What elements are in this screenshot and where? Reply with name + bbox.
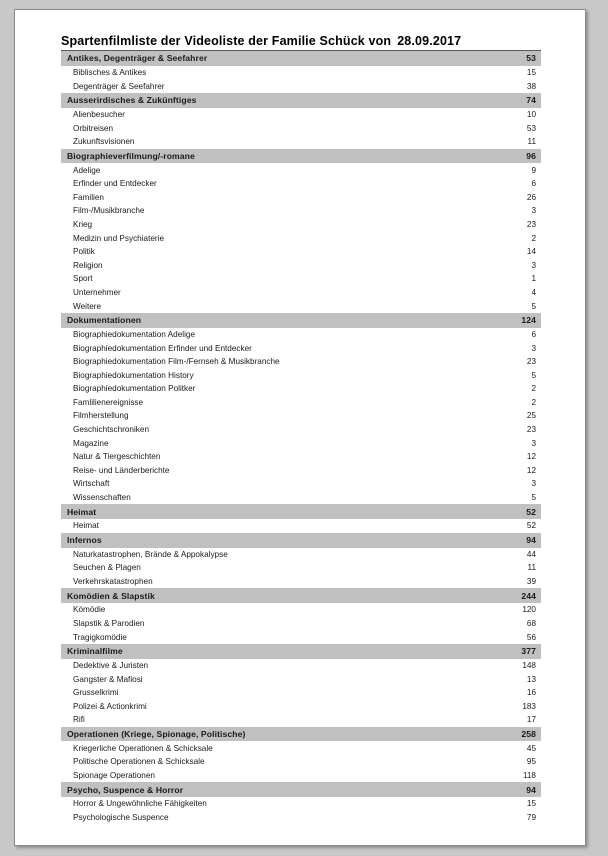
category-name: Naturkatastrophen, Brände & Appokalypse xyxy=(61,548,476,562)
section-header-label: Antikes, Degenträger & Seefahrer xyxy=(67,53,208,64)
category-name: Medizin und Psychiaterie xyxy=(61,231,476,245)
category-name: Biographiedokumentation Politker xyxy=(61,382,476,396)
category-count: 2 xyxy=(476,396,541,410)
section-header-total: 94 xyxy=(526,784,536,795)
table-row xyxy=(61,108,541,122)
category-count: 52 xyxy=(476,519,541,533)
category-count: 183 xyxy=(476,699,541,713)
table-row xyxy=(61,286,541,300)
category-name: Politik xyxy=(61,245,476,259)
section-header-row xyxy=(61,313,541,328)
category-name: Horror & Ungewöhnliche Fähigkeiten xyxy=(61,797,476,811)
section-header-row xyxy=(61,533,541,548)
category-name: Sport xyxy=(61,272,476,286)
table-row xyxy=(61,79,541,93)
table-row xyxy=(61,328,541,342)
category-name: Reise- und Länderberichte xyxy=(61,464,476,478)
table-row xyxy=(61,769,541,783)
category-name: Slapstik & Parodien xyxy=(61,617,476,631)
category-count: 17 xyxy=(476,713,541,727)
category-name: Weitere xyxy=(61,299,476,313)
table-row xyxy=(61,204,541,218)
category-name: Polizei & Actionkrimi xyxy=(61,699,476,713)
category-name: Biographiedokumentation Erfinder und Entdecker xyxy=(61,341,476,355)
table-row xyxy=(61,519,541,533)
category-name: Psychologische Suspence xyxy=(61,811,476,825)
table-row xyxy=(61,436,541,450)
category-name: Adelige xyxy=(61,163,476,177)
category-count: 9 xyxy=(476,163,541,177)
category-count: 1 xyxy=(476,272,541,286)
table-row xyxy=(61,659,541,673)
category-count: 3 xyxy=(476,258,541,272)
table-row xyxy=(61,396,541,410)
section-header-label: Ausserirdisches & Zukünftiges xyxy=(67,95,197,106)
table-row xyxy=(61,299,541,313)
page-title-text: Spartenfilmliste der Videoliste der Familie Schück von xyxy=(61,34,392,48)
category-name: Religion xyxy=(61,258,476,272)
category-name: Wissenschaften xyxy=(61,491,476,505)
category-count: 12 xyxy=(476,464,541,478)
table-row xyxy=(61,66,541,80)
category-count: 38 xyxy=(476,79,541,93)
category-count: 4 xyxy=(476,286,541,300)
table-row xyxy=(61,450,541,464)
category-count: 12 xyxy=(476,450,541,464)
category-count: 6 xyxy=(476,177,541,191)
section-header-label: Heimat xyxy=(67,506,97,517)
section-header-row xyxy=(61,93,541,108)
section-header-row xyxy=(61,727,541,742)
category-name: Rifi xyxy=(61,713,476,727)
table-row xyxy=(61,686,541,700)
category-name: Kömödie xyxy=(61,603,476,617)
category-count: 95 xyxy=(476,755,541,769)
category-count: 11 xyxy=(476,561,541,575)
category-name: Biographiedokumentation Adelige xyxy=(61,328,476,342)
section-header-label: Dokumentationen xyxy=(67,315,142,326)
category-count: 53 xyxy=(476,121,541,135)
category-name: Geschichtschroniken xyxy=(61,423,476,437)
category-name: Verkehrskatastrophen xyxy=(61,575,476,589)
category-name: Seuchen & Plagen xyxy=(61,561,476,575)
table-row xyxy=(61,713,541,727)
table-row xyxy=(61,177,541,191)
section-header-total: 377 xyxy=(521,646,536,657)
category-name: Biographiedokumentation Film-/Fernseh & Musikbranche xyxy=(61,355,476,369)
category-count: 5 xyxy=(476,368,541,382)
table-row xyxy=(61,135,541,149)
page-title xyxy=(61,34,541,51)
section-header-total: 96 xyxy=(526,150,536,161)
category-count: 5 xyxy=(476,299,541,313)
section-header-label: Operationen (Kriege, Spionage, Politische) xyxy=(67,728,246,739)
category-name: Krieg xyxy=(61,218,476,232)
table-row xyxy=(61,797,541,811)
section-header-row xyxy=(61,149,541,164)
section-header-label: Biographieverfilmung/-romane xyxy=(67,150,195,161)
table-row xyxy=(61,575,541,589)
category-count: 14 xyxy=(476,245,541,259)
category-count: 44 xyxy=(476,548,541,562)
category-count: 13 xyxy=(476,672,541,686)
category-name: Heimat xyxy=(61,519,476,533)
table-row xyxy=(61,603,541,617)
section-header-label: Infernos xyxy=(67,535,102,546)
table-row xyxy=(61,218,541,232)
table-row xyxy=(61,811,541,825)
category-name: Biblisches & Antikes xyxy=(61,66,476,80)
category-name: Erfinder und Entdecker xyxy=(61,177,476,191)
category-count: 3 xyxy=(476,341,541,355)
category-name: Alienbesucher xyxy=(61,108,476,122)
category-count: 26 xyxy=(476,191,541,205)
section-header-label: Komödien & Slapstik xyxy=(67,590,155,601)
section-header-total: 244 xyxy=(521,590,536,601)
category-name: Degenträger & Seefahrer xyxy=(61,79,476,93)
category-count: 16 xyxy=(476,686,541,700)
category-count: 23 xyxy=(476,218,541,232)
category-count: 15 xyxy=(476,66,541,80)
document-page xyxy=(14,9,586,846)
table-row xyxy=(61,355,541,369)
table-row xyxy=(61,121,541,135)
table-row xyxy=(61,191,541,205)
table-row xyxy=(61,423,541,437)
category-name: Magazine xyxy=(61,436,476,450)
category-name: Dedektive & Juristen xyxy=(61,659,476,673)
category-name: Natur & Tiergeschichten xyxy=(61,450,476,464)
category-name: Unternehmer xyxy=(61,286,476,300)
category-count: 45 xyxy=(476,741,541,755)
category-name: Orbitreisen xyxy=(61,121,476,135)
section-header-total: 94 xyxy=(526,535,536,546)
table-row xyxy=(61,409,541,423)
category-name: Wirtschaft xyxy=(61,477,476,491)
table-row xyxy=(61,245,541,259)
category-name: Gangster & Mafiosi xyxy=(61,672,476,686)
category-list-table xyxy=(61,51,541,824)
section-header-row xyxy=(61,644,541,659)
category-count: 120 xyxy=(476,603,541,617)
table-row xyxy=(61,741,541,755)
table-row xyxy=(61,699,541,713)
section-header-row xyxy=(61,588,541,603)
table-row xyxy=(61,561,541,575)
category-name: Zukunftsvisionen xyxy=(61,135,476,149)
category-count: 79 xyxy=(476,811,541,825)
document-body xyxy=(61,34,541,824)
category-count: 148 xyxy=(476,659,541,673)
category-count: 56 xyxy=(476,630,541,644)
category-name: Filmherstellung xyxy=(61,409,476,423)
section-header-total: 52 xyxy=(526,506,536,517)
category-name: Grusselkrimi xyxy=(61,686,476,700)
table-row xyxy=(61,755,541,769)
category-name: Politische Operationen & Schicksale xyxy=(61,755,476,769)
category-count: 68 xyxy=(476,617,541,631)
table-row xyxy=(61,272,541,286)
category-count: 11 xyxy=(476,135,541,149)
category-name: Kriegerliche Operationen & Schicksale xyxy=(61,741,476,755)
table-row xyxy=(61,163,541,177)
table-row xyxy=(61,491,541,505)
section-header-total: 74 xyxy=(526,95,536,106)
category-count: 10 xyxy=(476,108,541,122)
section-header-total: 124 xyxy=(521,315,536,326)
category-count: 6 xyxy=(476,328,541,342)
category-count: 39 xyxy=(476,575,541,589)
category-count: 3 xyxy=(476,436,541,450)
category-count: 25 xyxy=(476,409,541,423)
section-header-row xyxy=(61,504,541,519)
table-row xyxy=(61,341,541,355)
category-count: 3 xyxy=(476,477,541,491)
category-name: Biographiedokumentation History xyxy=(61,368,476,382)
category-name: Spionage Operationen xyxy=(61,769,476,783)
table-row xyxy=(61,548,541,562)
section-header-total: 258 xyxy=(521,728,536,739)
category-count: 118 xyxy=(476,769,541,783)
category-count: 5 xyxy=(476,491,541,505)
section-header-label: Kriminalfilme xyxy=(67,646,123,657)
table-row xyxy=(61,382,541,396)
table-row xyxy=(61,477,541,491)
table-row xyxy=(61,231,541,245)
section-header-row xyxy=(61,51,541,66)
section-header-row xyxy=(61,782,541,797)
section-header-total: 53 xyxy=(526,53,536,64)
category-count: 15 xyxy=(476,797,541,811)
table-row xyxy=(61,617,541,631)
category-name: Tragigkomödie xyxy=(61,630,476,644)
page-title-date: 28.09.2017 xyxy=(397,34,462,48)
table-row xyxy=(61,464,541,478)
category-count: 23 xyxy=(476,423,541,437)
category-count: 2 xyxy=(476,231,541,245)
table-row xyxy=(61,368,541,382)
table-row xyxy=(61,672,541,686)
category-count: 2 xyxy=(476,382,541,396)
category-name: Film-/Musikbranche xyxy=(61,204,476,218)
category-name: Famlilienereignisse xyxy=(61,396,476,410)
table-row xyxy=(61,630,541,644)
category-name: Familien xyxy=(61,191,476,205)
category-list-body xyxy=(61,51,541,824)
section-header-label: Psycho, Suspence & Horror xyxy=(67,784,184,795)
category-count: 3 xyxy=(476,204,541,218)
category-count: 23 xyxy=(476,355,541,369)
table-row xyxy=(61,258,541,272)
